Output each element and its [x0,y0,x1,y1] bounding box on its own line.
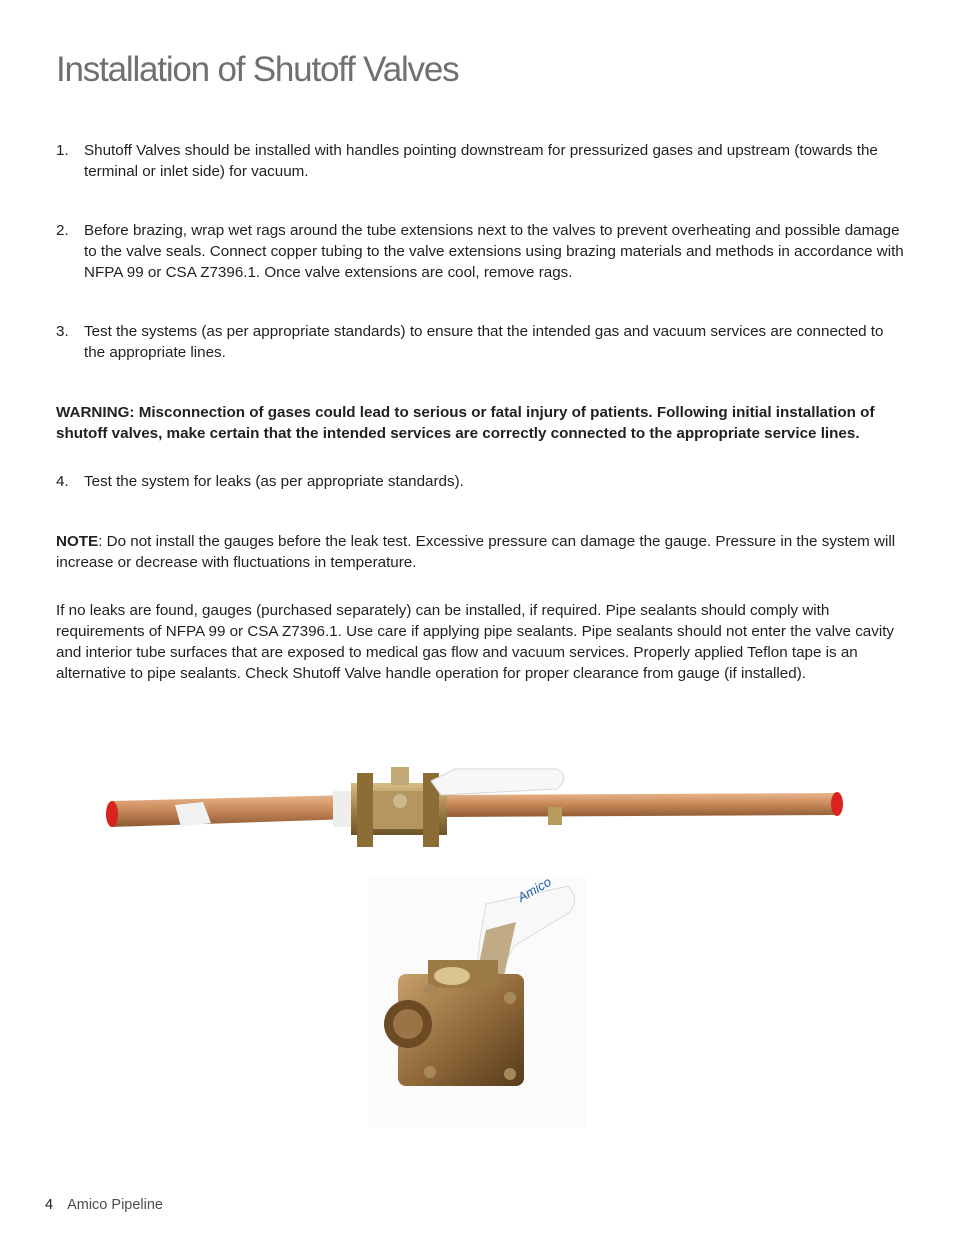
publication-name: Amico Pipeline [67,1197,163,1213]
step-text: Test the system for leaks (as per appropriate standards). [84,473,464,490]
shutoff-valve-closeup-photo [368,878,586,1128]
step-text: Before brazing, wrap wet rags around the tube extensions next to the valves to prevent overheating and possible damage to the valve seals. Connect copper tubing to the valve extensions using brazing materials and methods in accordance with NFPA 99 or CSA Z7396.1. Once valve extensions are cool, remove rags. [84,222,904,281]
step-text: Shutoff Valves should be installed with handles pointing downstream for pressurized gases and upstream (towards the terminal or inlet side) for vacuum. [84,142,878,180]
note-text: : Do not install the gauges before the leak test. Excessive pressure can damage the gauge. Pressure in the system will increase or decrease with fluctuations in temperature. [56,533,896,571]
warning-paragraph [56,402,898,444]
step-number: 1. [56,142,69,159]
page-footer [45,1197,163,1213]
step-1 [56,140,904,182]
step-3 [56,321,904,363]
page-number: 4 [45,1197,54,1213]
step-number: 4. [56,473,69,490]
note-label: NOTE [56,533,99,550]
gauges-paragraph: If no leaks are found, gauges (purchased separately) can be installed, if required. Pipe sealants should comply with requirements of NFPA 99 or CSA Z7396.1. Use care if applying pipe sealants. Pipe sealants should not enter the valve cavity and interior tube surfaces that are exposed to medical gas flow and vacuum services. Properly applied Teflon tape is an alternative to pipe sealants. Check Shutoff Valve handle operation for proper clearance from gauge (if installed). [56,602,895,682]
step-number: 3. [56,323,69,340]
step-2 [56,220,904,283]
step-number: 2. [56,222,69,239]
shutoff-valve-with-pipe-photo [105,755,845,855]
step-text: Test the systems (as per appropriate standards) to ensure that the intended gas and vacuum services are connected to the appropriate lines. [84,323,884,361]
handle-brand-text: Amico [515,873,554,905]
note-paragraph [56,531,898,573]
warning-text: Misconnection of gases could lead to serious or fatal injury of patients. Following initial installation of shutoff valves, make certain that the intended services are correctly connected to the appropriate service lines. [56,404,875,442]
warning-label: WARNING: [56,404,135,421]
page-title: Installation of Shutoff Valves [56,50,459,89]
step-4 [56,471,904,492]
